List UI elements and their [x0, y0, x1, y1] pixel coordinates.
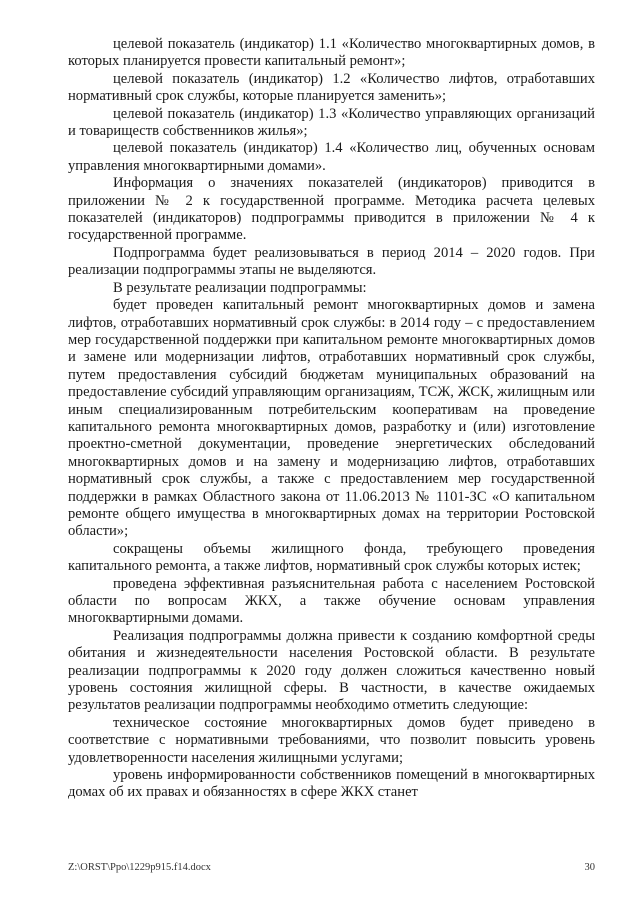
paragraph-expected-outcomes: Реализация подпрограммы должна привести к созданию комфортной среды обитания и жизнедеятельности населения Ростовской области. В результате реализации подпрограммы к 2020 году должен сложиться качественно новый уровень состояния жилищной сферы. В частности, в качестве ожидаемых результатов реализации подпрограммы необходимо отметить следующие: [68, 627, 595, 714]
paragraph-technical-state: техническое состояние многоквартирных домов будет приведено в соответствие с нормативными требованиями, что позволит повысить уровень удовлетворенности населения жилищными услугами; [68, 714, 595, 766]
paragraph-capital-repair: будет проведен капитальный ремонт многоквартирных домов и замена лифтов, отработавших нормативный срок службы: в 2014 году – с предоставлением мер государственной поддержки при капитальном ремонте многоквартирных домов и замене или модернизации лифтов, отработавших нормативный срок службы, путем предоставления субсидий бюджетам муниципальных образований на предоставление субсидий управляющим организациям, ТСЖ, ЖСК, жилищным или иным специализированным потребительским кооперативам на проведение капитального ремонта многоквартирных домов, разработку и (или) изготовление проектно-сметной документации, проведение энергетических обследований многоквартирных домов и на замену и модернизацию лифтов, отработавших нормативный срок службы, а также с предоставлением мер государственной поддержки в рамках Областного закона от 11.06.2013 № 1101-ЗС «О капитальном ремонте общего имущества в многоквартирных домах на территории Ростовской области»; [68, 297, 595, 540]
paragraph-housing-reduction: сокращены объемы жилищного фонда, требующего проведения капитального ремонта, а также лифтов, нормативный срок службы которых истек; [68, 540, 595, 575]
paragraph-indicator-1-1: целевой показатель (индикатор) 1.1 «Количество многоквартирных домов, в которых планируется провести капитальный ремонт»; [68, 36, 595, 70]
paragraph-implementation-period: Подпрограмма будет реализовываться в период 2014 – 2020 годов. При реализации подпрограммы этапы не выделяются. [68, 244, 595, 279]
paragraph-indicator-1-2: целевой показатель (индикатор) 1.2 «Количество лифтов, отработавших нормативный срок службы, которые планируется заменить»; [68, 70, 595, 105]
paragraph-indicator-info: Информация о значениях показателей (индикаторов) приводится в приложении № 2 к государственной программе. Методика расчета целевых показателей (индикаторов) подпрограммы приводится в приложении № 4 к государственной программе. [68, 175, 595, 244]
paragraph-outreach: проведена эффективная разъяснительная работа с населением Ростовской области по вопросам ЖКХ, а также обучение основам управления многоквартирными домами. [68, 575, 595, 627]
document-body [68, 36, 595, 802]
paragraph-indicator-1-4: целевой показатель (индикатор) 1.4 «Количество лиц, обученных основам управления многоквартирными домами». [68, 140, 595, 174]
footer-file-path: Z:\ORST\Ppo\1229p915.f14.docx [68, 862, 211, 873]
page-number: 30 [584, 862, 595, 873]
paragraph-results-intro: В результате реализации подпрограммы: [113, 279, 367, 296]
paragraph-awareness-level: уровень информированности собственников помещений в многоквартирных домах об их правах и обязанностях в сфере ЖКХ станет [68, 767, 595, 801]
paragraph-indicator-1-3: целевой показатель (индикатор) 1.3 «Количество управляющих организаций и товариществ собственников жилья»; [68, 105, 595, 140]
